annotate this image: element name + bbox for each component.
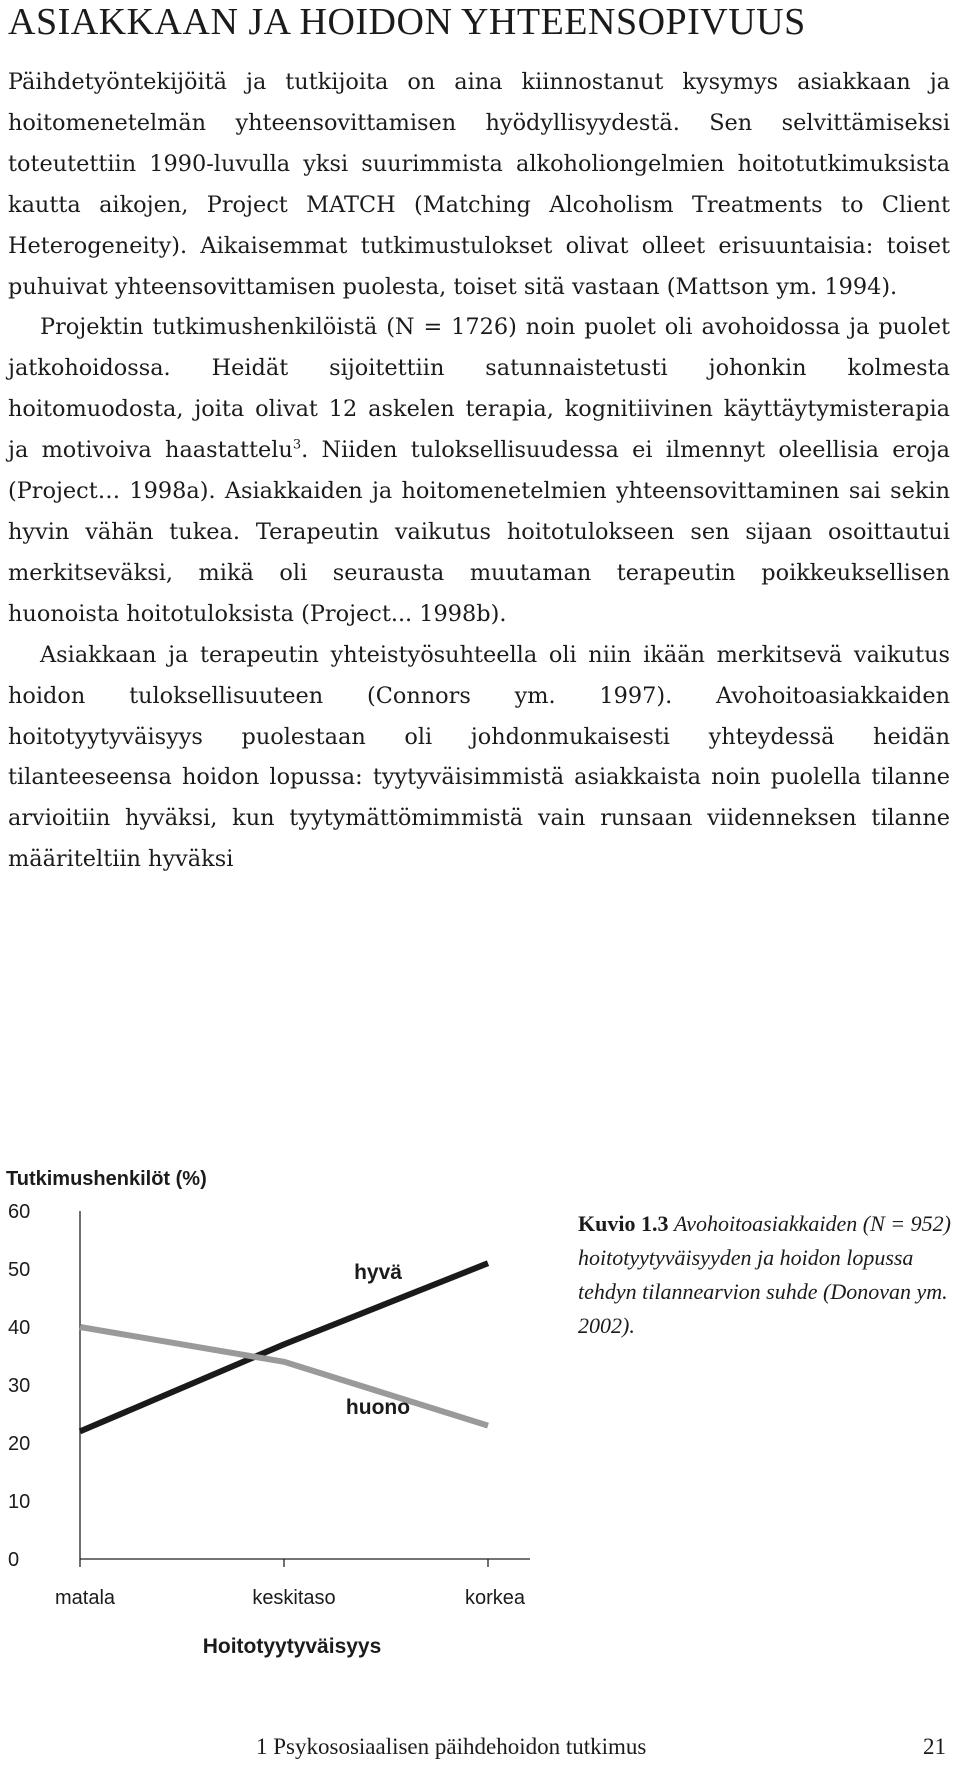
paragraph-2-part-1: Projektin tutkimushenkilöistä (N = 1726) noin puolet oli avohoidossa ja puolet jatkohoidossa. Heidät sijoitettiin satunnaistetusti johonkin kolmesta hoitomuodosta, joita olivat 12 askelen terapia, kognitiivinen käyttäytymisterapia ja motivoiva haastattelu xyxy=(8,314,950,464)
section-heading: ASIAKKAAN JA HOIDON YHTEENSOPIVUUS xyxy=(8,1,806,43)
line-chart xyxy=(0,1150,560,1670)
y-tick-label-30: 30 xyxy=(8,1375,31,1397)
chart-y-axis-title: Tutkimushenkilöt (%) xyxy=(6,1168,207,1190)
paragraph-1: Päihdetyöntekijöitä ja tutkijoita on aina kiinnostanut kysymys asiakkaan ja hoitomenetelmän yhteensovittamisen hyödyllisyydestä. Sen selvittämiseksi toteutettiin 1990-luvulla yksi suurimmista alkoholiongelmien hoitotutkimuksista kautta aikojen, Project MATCH (Matching Alcoholism Treatments to Client Heterogeneity). Aikaisemmat tutkimustulokset olivat olleet erisuuntaisia: toiset puhuivat yhteensovittamisen puolesta, toiset sitä vastaan (Mattson ym. 1994). xyxy=(8,69,950,300)
x-tick-label-korkea: korkea xyxy=(464,1587,526,1609)
y-tick-label-10: 10 xyxy=(8,1491,31,1513)
x-axis-title: Hoitotyytyväisyys xyxy=(202,1635,382,1658)
x-tick-label-keskitaso: keskitaso xyxy=(252,1587,336,1609)
x-tick-label-matala: matala xyxy=(54,1587,116,1609)
series-label-hyvä: hyvä xyxy=(354,1261,402,1284)
paragraph-2 xyxy=(8,307,950,634)
caption-label: Kuvio 1.3 xyxy=(578,1211,669,1236)
y-tick-label-20: 20 xyxy=(8,1433,31,1455)
caption-text: Avohoitoasiakkaiden (N = 952) hoitotyytyväisyyden ja hoidon lopussa tehdyn tilannearvion suhde (Donovan ym. 2002). xyxy=(578,1211,951,1338)
y-tick-label-40: 40 xyxy=(8,1317,31,1339)
figure-caption xyxy=(578,1207,958,1343)
footer-chapter-title: 1 Psykososiaalisen päihdehoidon tutkimus xyxy=(256,1734,647,1759)
paragraph-3: Asiakkaan ja terapeutin yhteistyösuhteella oli niin ikään merkitsevä vaikutus hoidon tuloksellisuuteen (Connors ym. 1997). Avohoitoasiakkaiden hoitotyytyväisyys puolestaan oli johdonmukaisesti yhteydessä heidän tilanteeseensa hoidon lopussa: tyytyväisimmistä asiakkaista noin puolella tilanne arvioitiin hyväksi, kun tyytymättömimmistä vain runsaan viidenneksen tilanne määriteltiin hyväksi xyxy=(8,641,950,873)
y-tick-label-50: 50 xyxy=(8,1259,31,1281)
page-number: 21 xyxy=(923,1734,946,1759)
y-tick-label-0: 0 xyxy=(8,1549,20,1571)
y-tick-label-60: 60 xyxy=(8,1201,31,1223)
footnote-marker: 3 xyxy=(292,437,302,453)
paragraph-2-part-2: . Niiden tuloksellisuudessa ei ilmennyt oleellisia eroja (Project… 1998a). Asiakkaiden ja hoitomenetelmien yhteensovittaminen sai sekin hyvin vähän tukea. Terapeutin vaikutus hoitotulokseen sen sijaan osoittautui merkitseväksi, mikä oli seurausta muutaman terapeutin poikkeuksellisen huonoista hoitotuloksista (Project... 1998b). xyxy=(8,437,950,627)
body-text xyxy=(8,62,950,880)
chart-svg xyxy=(0,1150,560,1670)
series-label-huono: huono xyxy=(345,1396,411,1419)
